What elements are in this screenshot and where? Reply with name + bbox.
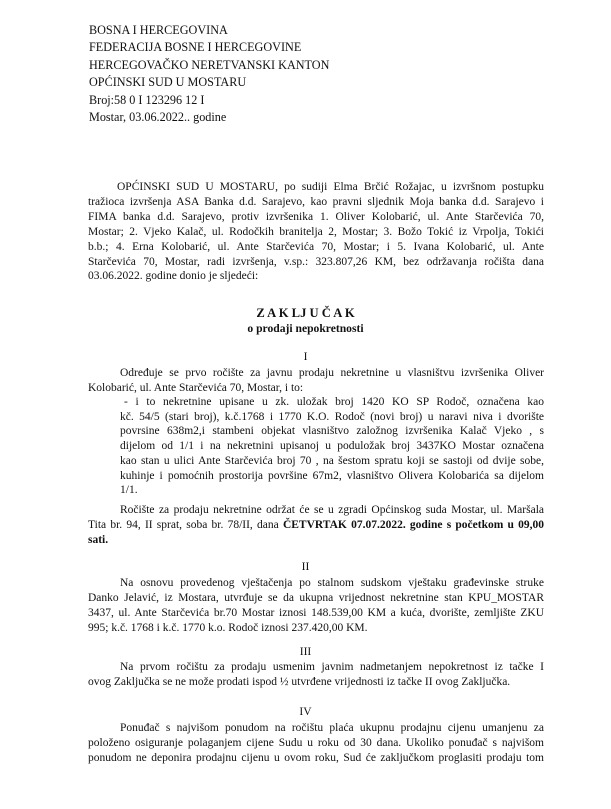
paragraph-line: kč. 54/5 (stari broj), k.č.1768 i 1770 K.O. Rodoč (novi broj) u naravi niva i dvorište xyxy=(120,410,544,423)
intro-line: tražioca izvršenja ASA Banka d.d. Sarajevo, kao pravni sljednik Moja banka d.d. Sarajevo i xyxy=(88,195,544,208)
paragraph-line: dijelom od 1/1 i na nekretnini upisanoj u poduložak broj 3437KO Mostar označena xyxy=(120,440,544,453)
document-title: Z A K LJ U Č A K xyxy=(256,306,355,320)
hearing-location: Tita br. 94, II sprat, soba br. 78/II, dana xyxy=(88,519,283,531)
hearing-time-suffix: sati. xyxy=(88,534,109,546)
section-numeral-i: I xyxy=(303,350,308,363)
paragraph-line: Na osnovu provedenog vještačenja po stalnom sudskom vještaku građevinske struke xyxy=(120,577,544,589)
hearing-date: ČETVRTAK 07.07.2022. godine s početkom u 09,00 xyxy=(282,519,544,531)
paragraph-line: ponudom ne deponira prodajnu cijenu u ovom roku, Sud će zaključkom proglasiti prodaju tom xyxy=(88,752,544,764)
header-line: BOSNA I HERCEGOVINA xyxy=(89,23,228,37)
paragraph-line: položeno osiguranje polaganjem cijene Sudu u roku od 30 dana. Ukoliko ponuđač s najvišom xyxy=(88,737,544,749)
section-numeral-ii: II xyxy=(301,560,310,573)
intro-line: 03.06.2022. godine donio je sljedeći: xyxy=(88,270,259,283)
intro-line: Starčevića 70, Mostar, radi izvršenja, v.sp.: 323.807,26 KM, bez održavanja ročišta dana xyxy=(88,255,544,268)
paragraph-line: Na prvom ročištu za prodaju usmenim javnim nadmetanjem nepokretnost iz tačke I xyxy=(120,661,544,673)
section-i-property-description xyxy=(120,395,544,498)
paragraph-line: - i to nekretnine upisane u zk. uložak broj 1420 KO SP Rodoč, označena kao xyxy=(124,396,544,408)
paragraph-line: kuhinje i pomoćnih prostorija površine 67m2, vlasništvo Olivera Kolobarića sa dijelom xyxy=(120,469,544,482)
intro-line: b.b.; 4. Erna Kolobarić, ul. Ante Starčevića 70, Mostar; i 5. Ivana Kolobarić, ul. Ante xyxy=(88,240,544,253)
intro-line: FIMA banka d.d. Sarajevo, protiv izvršenika 1. Oliver Kolobarić, ul. Ante Starčevića 70, xyxy=(88,210,544,223)
section-ii-paragraph xyxy=(88,576,544,636)
section-numeral-iv: IV xyxy=(299,705,312,718)
section-iv-paragraph xyxy=(88,721,544,766)
section-i-hearing-paragraph xyxy=(88,503,544,548)
paragraph-line: Kolobarić, ul. Ante Starčevića 70, Mostar, i to: xyxy=(88,382,304,394)
case-number: Broj:58 0 I 123296 12 I xyxy=(89,92,205,107)
document-subtitle: o prodaji nepokretnosti xyxy=(247,322,364,335)
paragraph-line: ovog Zaključka se ne može prodati ispod ½ utvrđene vrijednosti iz tačke II ovog Zaključka. xyxy=(88,676,511,688)
paragraph-line: Danko Jelavić, iz Mostara, utvrđuje se da ukupna vrijednost nekretnine stan KPU_MOSTAR xyxy=(88,592,544,604)
paragraph-line: Ročište za prodaju nekretnine održat će se u zgradi Općinskog suda Mostar, ul. Maršala xyxy=(120,504,544,516)
paragraph-line: Ponuđač s najvišom ponudom na ročištu plaća ukupnu prodajnu cijenu umanjenu za xyxy=(120,722,544,734)
intro-line: OPĆINSKI SUD U MOSTARU, po sudiji Elma Brčić Rožajac, u izvršnom postupku xyxy=(117,181,544,193)
document-date: Mostar, 03.06.2022.. godine xyxy=(89,110,227,125)
paragraph-line: 1/1. xyxy=(120,484,138,497)
section-numeral-iii: III xyxy=(299,645,312,658)
header-line: FEDERACIJA BOSNE I HERCEGOVINE xyxy=(89,40,302,55)
paragraph-line xyxy=(88,518,544,533)
intro-paragraph xyxy=(88,180,544,284)
paragraph-line: Određuje se prvo ročište za javnu prodaju nekretnine u vlasništvu izvršenika Oliver xyxy=(120,367,544,379)
section-iii-paragraph xyxy=(88,660,544,690)
section-i-paragraph-1 xyxy=(88,366,544,396)
header-line: OPĆINSKI SUD U MOSTARU xyxy=(89,75,247,90)
paragraph-line: kao stan u ulici Ante Starčevića broj 70 , na šestom spratu koji se sastoji od dvije sobe, xyxy=(120,454,544,467)
intro-line: Mostar; 2. Vjeko Kalač, ul. Rodočkih branitelja 2, Mostar; 3. Božo Tokić iz Vrpolja, Tokići xyxy=(88,225,544,238)
paragraph-line: 995; k.č. 1768 i k.č. 1770 k.o. Rodoč iznosi 237.420,00 KM. xyxy=(88,622,368,634)
paragraph-line xyxy=(88,533,544,548)
court-header xyxy=(89,22,329,126)
paragraph-line: povrsine 638m2,i stambeni objekat vlasništvo založnog izvršenika Kalač Vjeko , s xyxy=(120,425,544,438)
header-line: HERCEGOVAČKO NERETVANSKI KANTON xyxy=(89,57,330,72)
paragraph-line: 3437, ul. Ante Starčevića br.70 Mostar iznosi 148.539,00 KM a kuća, dvorište, zemljište ZKU xyxy=(88,607,544,619)
